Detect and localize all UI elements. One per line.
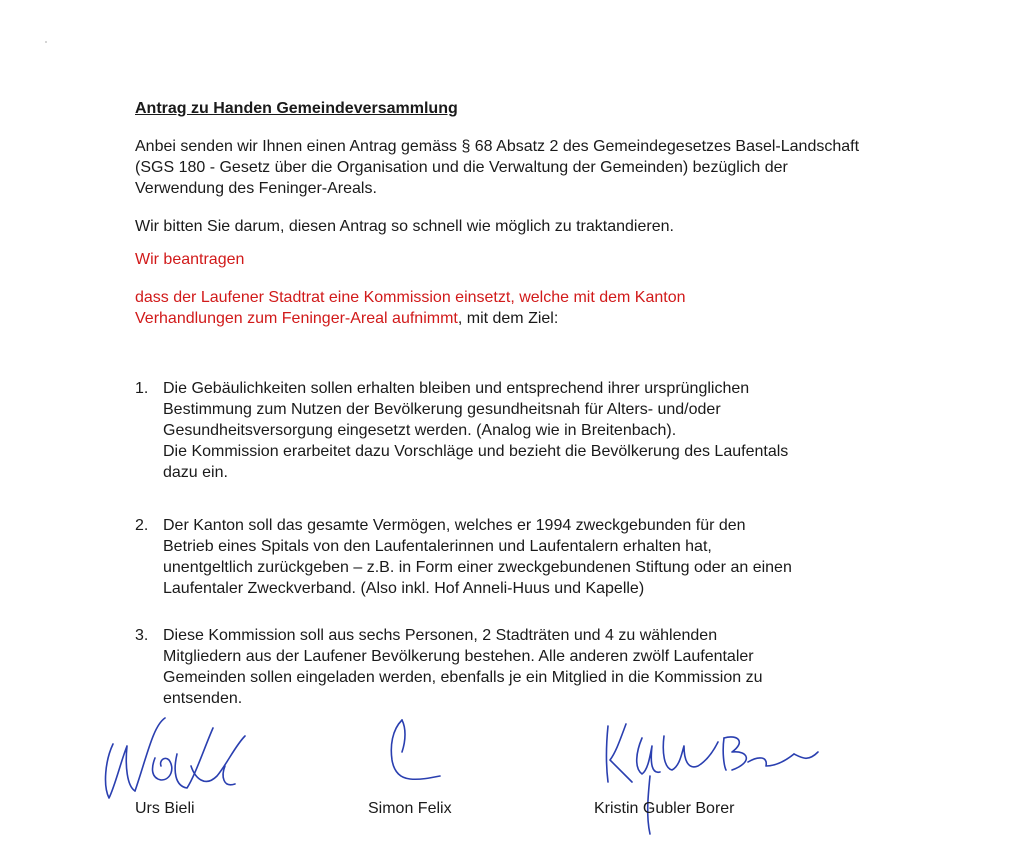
signatory-name: Simon Felix <box>368 800 452 817</box>
request-statement-tail: , mit dem Ziel: <box>457 310 559 327</box>
item-line: entsenden. <box>163 690 243 707</box>
document-title: Antrag zu Handen Gemeindeversammlung <box>135 100 458 117</box>
request-heading: Wir beantragen <box>135 251 245 268</box>
item-line: Diese Kommission soll aus sechs Personen, 2 Stadträten und 4 zu wählenden <box>163 627 718 644</box>
signature-urs-bieli <box>95 716 295 812</box>
intro-paragraph: Anbei senden wir Ihnen einen Antrag gemäss § 68 Absatz 2 des Gemeindegesetzes Basel-Landschaft (SGS 180 - Gesetz über die Organisation und die Verwaltung der Gemeinden) bezüglich der Verwendung des Feninger-Areals. <box>135 138 860 197</box>
item-line: Gemeinden sollen eingeladen werden, ebenfalls je ein Mitglied in die Kommission zu <box>163 669 763 686</box>
request-statement-red: dass der Laufener Stadtrat eine Kommission einsetzt, welche mit dem Kanton Verhandlungen zum Feninger-Areal aufnimmt <box>135 289 686 327</box>
item-line: Betrieb eines Spitals von den Laufentalerinnen und Laufentalern erhalten hat, <box>163 538 712 555</box>
request-paragraph: Wir bitten Sie darum, diesen Antrag so schnell wie möglich zu traktandieren. <box>135 218 674 235</box>
item-line: Mitgliedern aus der Laufener Bevölkerung bestehen. Alle anderen zwölf Laufentaler <box>163 648 754 665</box>
item-line: Laufentaler Zweckverband. (Also inkl. Hof Anneli-Huus und Kapelle) <box>163 580 645 597</box>
item-line: Der Kanton soll das gesamte Vermögen, welches er 1994 zweckgebunden für den <box>163 517 746 534</box>
goal-item-3 <box>135 625 895 709</box>
item-line: Die Kommission erarbeitet dazu Vorschläge und bezieht die Bevölkerung des Laufentals <box>163 443 789 460</box>
goal-item-2 <box>135 515 895 599</box>
signature-simon-felix <box>378 716 458 802</box>
signatory-name: Urs Bieli <box>135 800 195 817</box>
item-number: 2. <box>135 517 149 534</box>
item-line: unentgeltlich zurückgeben – z.B. in Form einer zweckgebundenen Stiftung oder an einen <box>163 559 792 576</box>
signatory-name: Kristin Gubler Borer <box>594 800 735 817</box>
item-number: 1. <box>135 380 149 397</box>
item-line: Gesundheitsversorgung eingesetzt werden. (Analog wie in Breitenbach). <box>163 422 677 439</box>
signature-kristin-gubler-borer <box>598 716 828 847</box>
scan-speck <box>45 41 47 43</box>
request-statement <box>135 287 775 329</box>
item-line: dazu ein. <box>163 464 228 481</box>
goal-item-1 <box>135 378 895 483</box>
item-line: Die Gebäulichkeiten sollen erhalten bleiben und entsprechend ihrer ursprünglichen <box>163 380 750 397</box>
item-number: 3. <box>135 627 149 644</box>
item-line: Bestimmung zum Nutzen der Bevölkerung gesundheitsnah für Alters- und/oder <box>163 401 721 418</box>
